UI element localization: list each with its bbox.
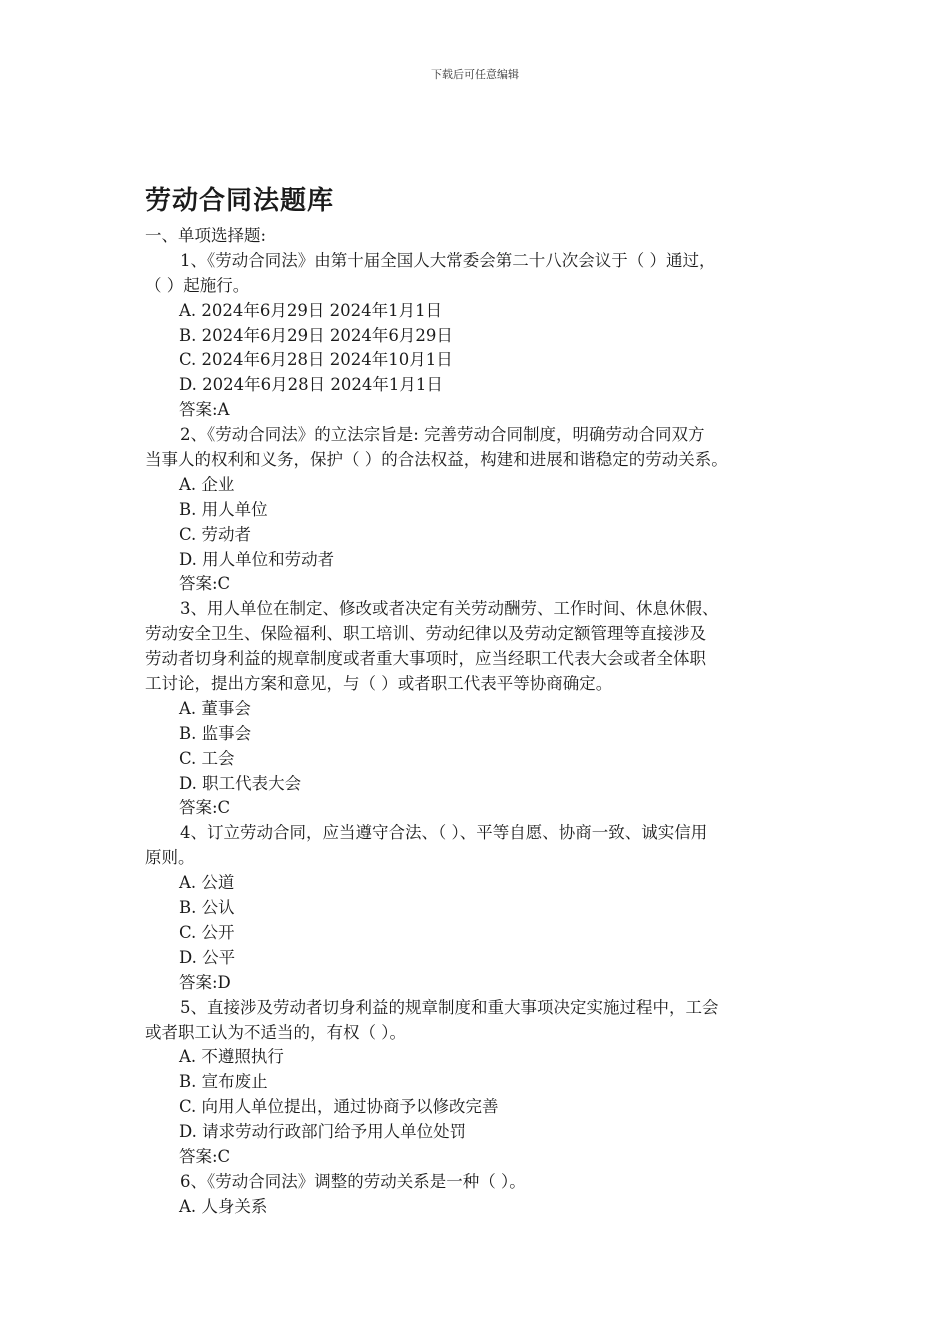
question-block bbox=[145, 423, 815, 597]
question-text: 当事人的权利和义务，保护（ ）的合法权益，构建和进展和谐稳定的劳动关系。 bbox=[145, 450, 728, 470]
option-a: A. 人身关系 bbox=[179, 1196, 268, 1216]
question-text: 工讨论，提出方案和意见，与（ ）或者职工代表平等协商确定。 bbox=[145, 674, 613, 694]
option-b: B. 监事会 bbox=[179, 723, 252, 743]
option-d: D. 公平 bbox=[179, 947, 236, 967]
option-d: D. 请求劳动行政部门给予用人单位处罚 bbox=[179, 1122, 467, 1142]
question-text: 1、《劳动合同法》由第十届全国人大常委会第二十八次会议于（ ）通过， bbox=[180, 250, 716, 270]
answer: 答案:C bbox=[179, 1146, 231, 1166]
question-text: 3、用人单位在制定、修改或者决定有关劳动酬劳、工作时间、休息休假、 bbox=[180, 599, 719, 619]
option-b: B. 用人单位 bbox=[179, 499, 268, 519]
answer: 答案:C bbox=[179, 798, 231, 818]
question-block bbox=[145, 996, 815, 1170]
question-text: （ ）起施行。 bbox=[145, 275, 250, 295]
question-text: 4、订立劳动合同，应当遵守合法、（ ）、平等自愿、协商一致、诚实信用 bbox=[180, 823, 708, 843]
option-a: A. 企业 bbox=[179, 474, 235, 494]
question-text: 5、直接涉及劳动者切身利益的规章制度和重大事项决定实施过程中，工会 bbox=[180, 997, 719, 1017]
option-c: C. 劳动者 bbox=[179, 524, 252, 544]
question-text: 2、《劳动合同法》的立法宗旨是: 完善劳动合同制度，明确劳动合同双方 bbox=[180, 425, 705, 445]
answer: 答案:C bbox=[179, 574, 231, 594]
option-d: D. 2024年6月28日 2024年1月1日 bbox=[179, 375, 443, 395]
question-text: 原则。 bbox=[145, 848, 195, 868]
option-a: A. 不遵照执行 bbox=[179, 1047, 284, 1067]
option-d: D. 用人单位和劳动者 bbox=[179, 549, 335, 569]
option-c: C. 2024年6月28日 2024年10月1日 bbox=[179, 350, 453, 370]
question-text: 劳动安全卫生、保险福利、职工培训、劳动纪律以及劳动定额管理等直接涉及 bbox=[145, 624, 706, 644]
answer: 答案:A bbox=[179, 400, 230, 420]
section-heading: 一、单项选择题: bbox=[145, 226, 267, 245]
question-block bbox=[145, 249, 815, 423]
option-a: A. 2024年6月29日 2024年1月1日 bbox=[179, 300, 443, 320]
question-text: 或者职工认为不适当的，有权（ ）。 bbox=[145, 1022, 406, 1042]
option-b: B. 宣布废止 bbox=[179, 1072, 268, 1092]
document-title: 劳动合同法题库 bbox=[145, 186, 335, 216]
option-c: C. 公开 bbox=[179, 922, 235, 942]
answer: 答案:D bbox=[179, 972, 231, 992]
header-note: 下载后可任意编辑 bbox=[431, 68, 519, 81]
option-c: C. 向用人单位提出，通过协商予以修改完善 bbox=[179, 1097, 499, 1117]
option-a: A. 公道 bbox=[179, 873, 235, 893]
option-b: B. 公认 bbox=[179, 898, 235, 918]
question-text: 6、《劳动合同法》调整的劳动关系是一种（ ）。 bbox=[180, 1171, 526, 1191]
question-block bbox=[145, 597, 815, 821]
question-block bbox=[145, 1170, 815, 1220]
question-bank-content bbox=[145, 224, 815, 1220]
option-a: A. 董事会 bbox=[179, 698, 251, 718]
question-block bbox=[145, 821, 815, 995]
option-c: C. 工会 bbox=[179, 748, 235, 768]
option-b: B. 2024年6月29日 2024年6月29日 bbox=[179, 325, 453, 345]
question-text: 劳动者切身利益的规章制度或者重大事项时，应当经职工代表大会或者全体职 bbox=[145, 649, 706, 669]
option-d: D. 职工代表大会 bbox=[179, 773, 302, 793]
